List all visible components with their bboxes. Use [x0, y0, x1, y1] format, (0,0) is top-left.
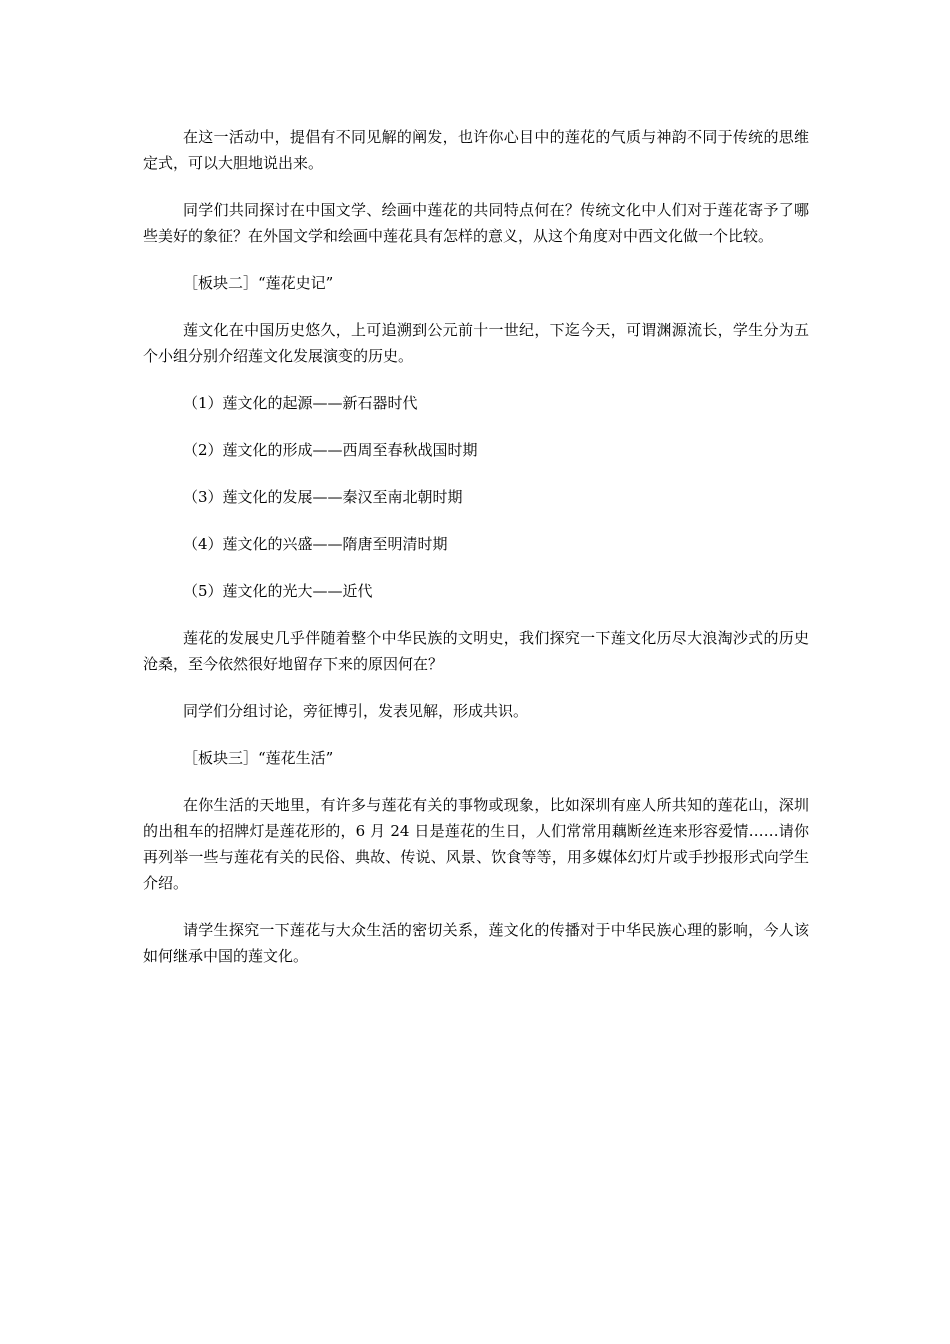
paragraph: 莲花的发展史几乎伴随着整个中华民族的文明史，我们探究一下莲文化历尽大浪淘沙式的历史沧桑，至今依然很好地留存下来的原因何在？	[143, 629, 809, 673]
paragraph: 在这一活动中，提倡有不同见解的阐发，也许你心目中的莲花的气质与神韵不同于传统的思维定式，可以大胆地说出来。	[143, 128, 809, 172]
paragraph: 同学们分组讨论，旁征博引，发表见解，形成共识。	[183, 702, 529, 720]
section-heading: ［板块二］“莲花史记”	[183, 274, 334, 292]
section-heading: ［板块三］“莲花生活”	[183, 749, 334, 767]
paragraph: 在你生活的天地里，有许多与莲花有关的事物或现象，比如深圳有座人所共知的莲花山，深圳的出租车的招牌灯是莲花形的，6 月 24 日是莲花的生日，人们常常用藕断丝连来形容爱情……请你再列举一些与莲花有关的民俗、典故、传说、风景、饮食等等，用多媒体幻灯片或手抄报形式向学生介绍。	[143, 796, 809, 892]
document-body	[143, 124, 809, 990]
list-item: （1）莲文化的起源——新石器时代	[183, 394, 418, 412]
list-item: （3）莲文化的发展——秦汉至南北朝时期	[183, 488, 463, 506]
paragraph: 请学生探究一下莲花与大众生活的密切关系，莲文化的传播对于中华民族心理的影响，今人该如何继承中国的莲文化。	[143, 921, 809, 965]
list-item: （5）莲文化的光大——近代	[183, 582, 373, 600]
list-item: （4）莲文化的兴盛——隋唐至明清时期	[183, 535, 448, 553]
list-item: （2）莲文化的形成——西周至春秋战国时期	[183, 441, 478, 459]
paragraph: 莲文化在中国历史悠久，上可追溯到公元前十一世纪，下迄今天，可谓渊源流长，学生分为五个小组分别介绍莲文化发展演变的历史。	[143, 321, 809, 365]
paragraph: 同学们共同探讨在中国文学、绘画中莲花的共同特点何在？传统文化中人们对于莲花寄予了哪些美好的象征？在外国文学和绘画中莲花具有怎样的意义，从这个角度对中西文化做一个比较。	[143, 201, 809, 245]
